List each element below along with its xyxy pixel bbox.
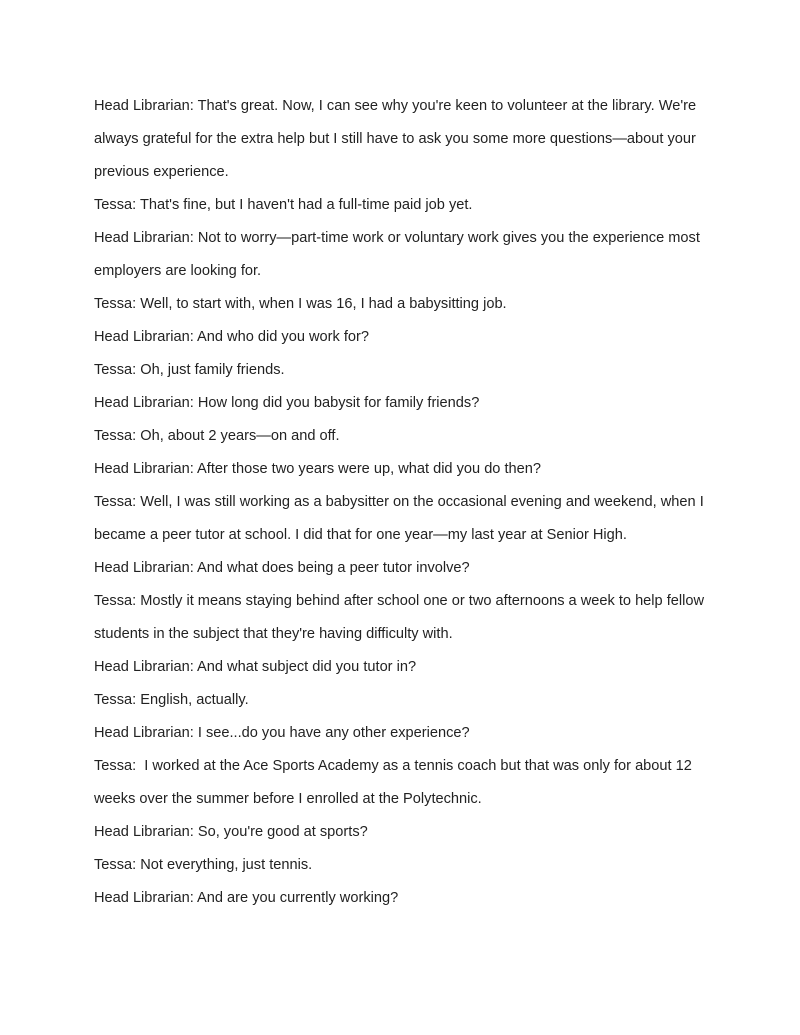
dialogue-transcript xyxy=(94,90,714,915)
text-line: Tessa: I worked at the Ace Sports Academy as a tennis coach but that was only for about 12 xyxy=(94,758,692,774)
text-line: Head Librarian: And what does being a peer tutor involve? xyxy=(94,560,470,576)
text-line: previous experience. xyxy=(94,164,229,180)
text-line: Head Librarian: I see...do you have any other experience? xyxy=(94,725,470,741)
text-line: Tessa: Not everything, just tennis. xyxy=(94,857,313,873)
text-line: weeks over the summer before I enrolled at the Polytechnic. xyxy=(94,791,482,807)
text-line: Tessa: Well, to start with, when I was 16, I had a babysitting job. xyxy=(94,296,507,312)
text-line: became a peer tutor at school. I did that for one year—my last year at Senior High. xyxy=(94,527,627,543)
text-line: Tessa: Oh, just family friends. xyxy=(94,362,285,378)
text-line: Tessa: English, actually. xyxy=(94,692,249,708)
text-line: Head Librarian: After those two years were up, what did you do then? xyxy=(94,461,541,477)
text-line: always grateful for the extra help but I still have to ask you some more questions—about your xyxy=(94,131,696,147)
text-line: Head Librarian: And what subject did you tutor in? xyxy=(94,659,417,675)
text-line: Tessa: Mostly it means staying behind after school one or two afternoons a week to help fellow xyxy=(94,593,705,609)
text-line: Head Librarian: And are you currently working? xyxy=(94,890,399,906)
text-line: Tessa: Well, I was still working as a babysitter on the occasional evening and weekend, when I xyxy=(94,494,704,510)
text-line: Head Librarian: That's great. Now, I can see why you're keen to volunteer at the library. We're xyxy=(94,98,697,114)
text-line: Tessa: Oh, about 2 years—on and off. xyxy=(94,428,340,444)
text-line: students in the subject that they're having difficulty with. xyxy=(94,626,453,642)
text-line: employers are looking for. xyxy=(94,263,262,279)
text-line: Head Librarian: And who did you work for? xyxy=(94,329,370,345)
text-line: Head Librarian: How long did you babysit for family friends? xyxy=(94,395,480,411)
text-line: Head Librarian: So, you're good at sports? xyxy=(94,824,368,840)
text-line: Head Librarian: Not to worry—part-time work or voluntary work gives you the experience most xyxy=(94,230,700,246)
text-line: Tessa: That's fine, but I haven't had a full-time paid job yet. xyxy=(94,197,473,213)
